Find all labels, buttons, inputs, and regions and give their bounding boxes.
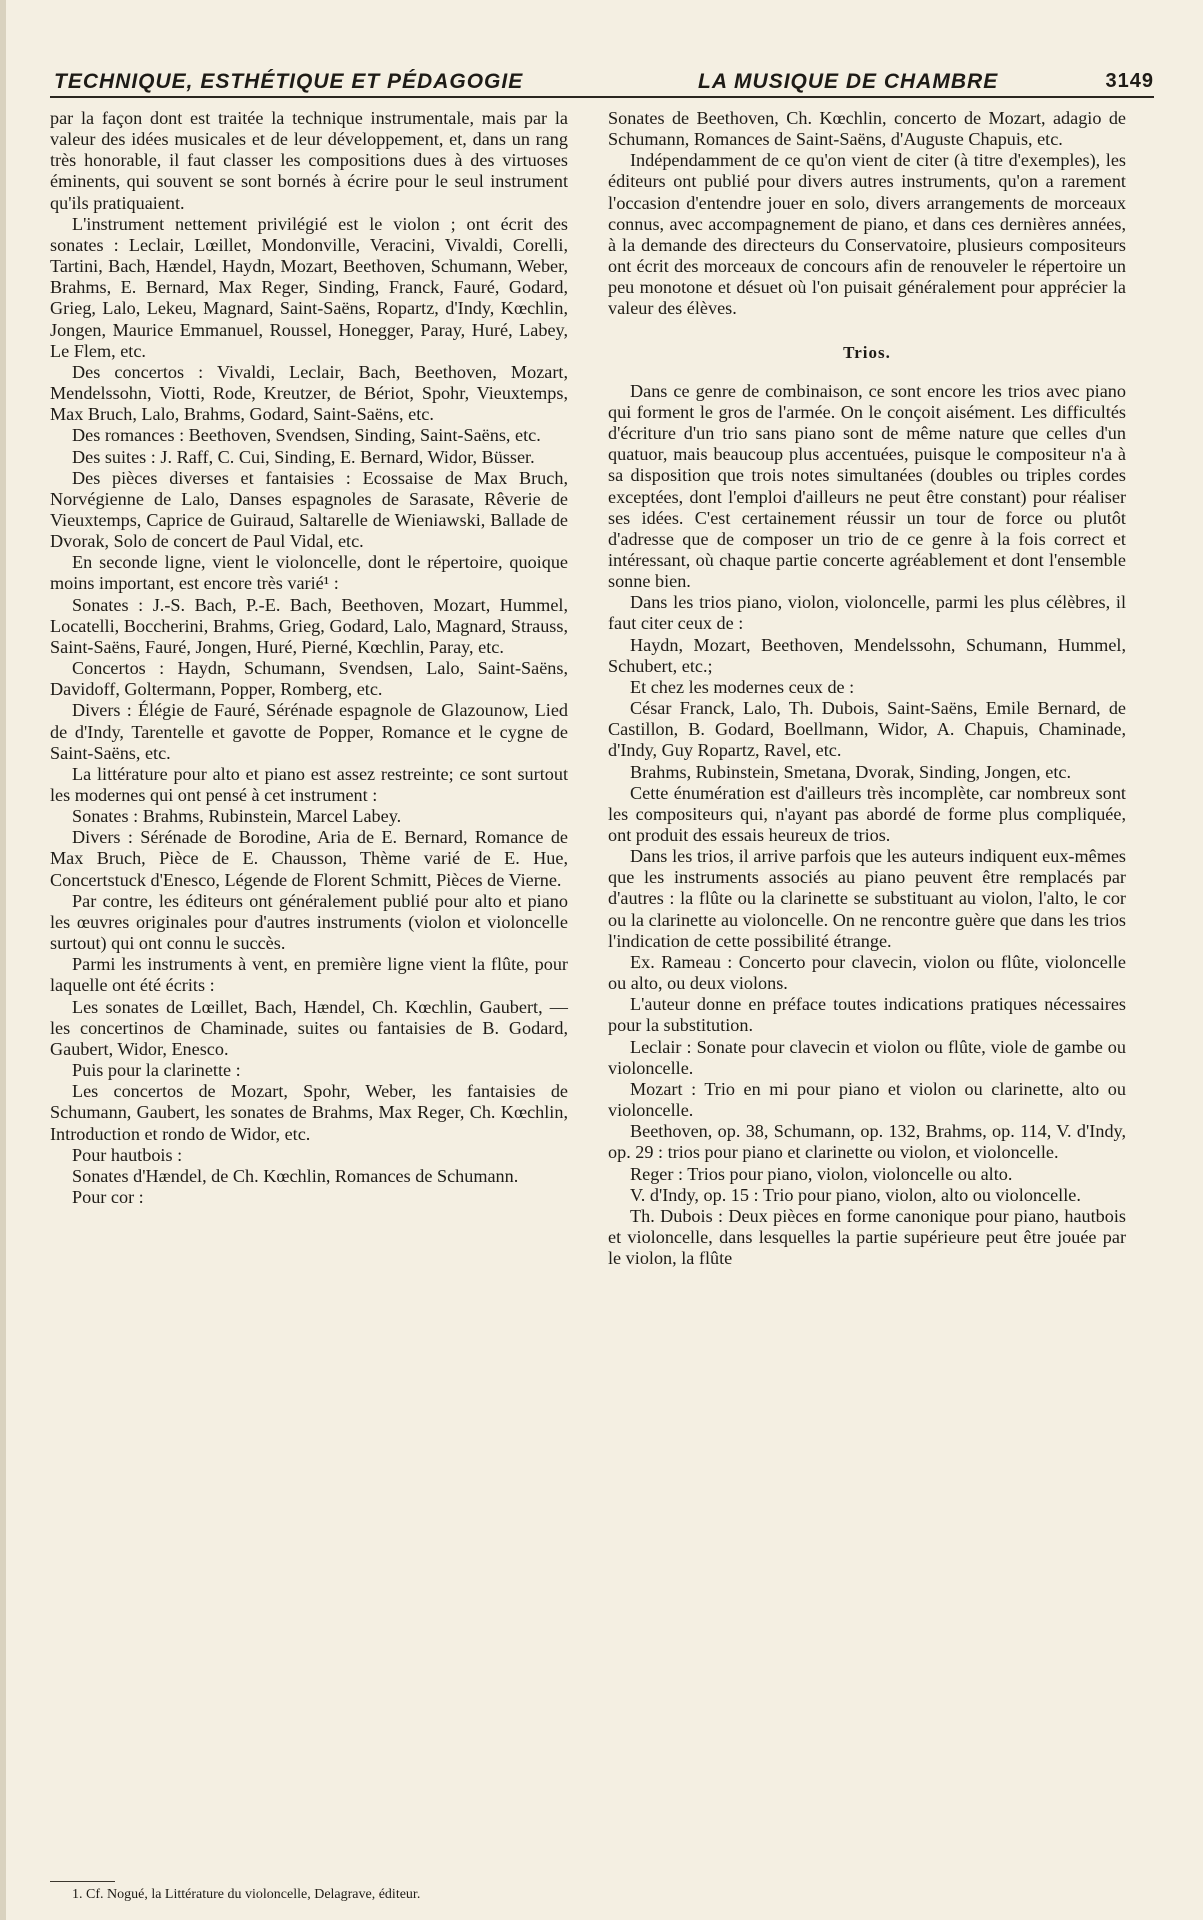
- paragraph: Des concertos : Vivaldi, Leclair, Bach, Beethoven, Mozart, Mendelssohn, Viotti, Rode, Kreutzer, de Bériot, Spohr, Vieuxtemps, Max Bruch, Lalo, Brahms, Godard, Saint-Saëns, etc.: [50, 361, 568, 425]
- paragraph: Sonates : J.-S. Bach, P.-E. Bach, Beethoven, Mozart, Hummel, Locatelli, Boccherini, Brahms, Grieg, Godard, Lalo, Magnard, Strauss, Saint-Saëns, Fauré, Jongen, Huré, Pierné, Kœchlin, Paray, etc.: [50, 594, 568, 657]
- paragraph: L'instrument nettement privilégié est le violon ; ont écrit des sonates : Leclair, Lœillet, Mondonville, Veracini, Vivaldi, Corelli, Tartini, Bach, Hændel, Haydn, Mozart, Beethoven, Schumann, Weber, Brahms, E. Bernard, Max Reger, Sinding, Franck, Fauré, Godard, Grieg, Lalo, Lekeu, Magnard, Saint-Saëns, Ropartz, d'Indy, Kœchlin, Jongen, Maurice Emmanuel, Roussel, Honegger, Paray, Huré, Labey, Le Flem, etc.: [50, 213, 568, 361]
- paragraph: L'auteur donne en préface toutes indications pratiques nécessaires pour la substitution.: [608, 994, 1126, 1036]
- paragraph: Parmi les instruments à vent, en première ligne vient la flûte, pour laquelle ont été écrits :: [50, 954, 568, 996]
- paragraph: Cette énumération est d'ailleurs très incomplète, car nombreux sont les compositeurs qui, n'ayant pas abordé de forme plus compliquée, ont produit des essais heureux de trios.: [608, 782, 1126, 845]
- right-column: [608, 108, 1126, 1269]
- paragraph: La littérature pour alto et piano est assez restreinte; ce sont surtout les modernes qui ont pensé à cet instrument :: [50, 763, 568, 805]
- paragraph: En seconde ligne, vient le violoncelle, dont le répertoire, quoique moins important, est encore très varié¹ :: [50, 552, 568, 594]
- paragraph: Sonates d'Hændel, de Ch. Kœchlin, Romances de Schumann.: [72, 1165, 519, 1186]
- header-left-title: TECHNIQUE, ESTHÉTIQUE ET PÉDAGOGIE: [54, 70, 524, 93]
- paragraph: par la façon dont est traitée la technique instrumentale, mais par la valeur des idées musicales et de leur développement, et, dans un rang très honorable, il faut classer les compositions dues à des virtuoses éminents, qui souvent se sont bornés à écrire pour le seul instrument qu'ils pratiquaient.: [50, 108, 568, 213]
- paragraph: Divers : Élégie de Fauré, Sérénade espagnole de Glazounow, Lied de d'Indy, Tarentelle et gavotte de Popper, Romance et le cygne de Saint-Saëns, etc.: [50, 700, 568, 763]
- paragraph: Des romances : Beethoven, Svendsen, Sinding, Saint-Saëns, etc.: [72, 425, 541, 446]
- paragraph: Par contre, les éditeurs ont généralement publié pour alto et piano les œuvres originales pour d'autres instruments (violon et violoncelle surtout) qui ont connu le succès.: [50, 890, 568, 954]
- paragraph: V. d'Indy, op. 15 : Trio pour piano, violon, alto ou violoncelle.: [630, 1184, 1081, 1205]
- paragraph: Puis pour la clarinette :: [72, 1060, 241, 1081]
- paragraph: Pour cor :: [72, 1186, 144, 1207]
- paragraph: Concertos : Haydn, Schumann, Svendsen, Lalo, Saint-Saëns, Davidoff, Goltermann, Popper, Romberg, etc.: [50, 658, 568, 700]
- page-number: 3149: [1105, 70, 1154, 92]
- section-title: Trios.: [843, 342, 891, 362]
- paragraph: Reger : Trios pour piano, violon, violoncelle ou alto.: [630, 1163, 1013, 1184]
- footnote: 1. Cf. Nogué, la Littérature du violoncelle, Delagrave, éditeur.: [72, 1887, 421, 1902]
- left-column: [50, 108, 568, 1208]
- paragraph: Les sonates de Lœillet, Bach, Hændel, Ch. Kœchlin, Gaubert, — les concertinos de Chaminade, suites ou fantaisies de B. Godard, Gaubert, Widor, Enesco.: [50, 996, 568, 1059]
- paragraph: Beethoven, op. 38, Schumann, op. 132, Brahms, op. 114, V. d'Indy, op. 29 : trios pour piano et clarinette ou violon, et violoncelle.: [608, 1121, 1126, 1163]
- paragraph: Mozart : Trio en mi pour piano et violon ou clarinette, alto ou violoncelle.: [608, 1078, 1126, 1121]
- header-right-title: LA MUSIQUE DE CHAMBRE: [698, 70, 999, 93]
- paragraph: Brahms, Rubinstein, Smetana, Dvorak, Sinding, Jongen, etc.: [630, 761, 1071, 782]
- paragraph: Haydn, Mozart, Beethoven, Mendelssohn, Schumann, Hummel, Schubert, etc.;: [608, 634, 1126, 676]
- paragraph: Des pièces diverses et fantaisies : Ecossaise de Max Bruch, Norvégienne de Lalo, Danses espagnoles de Sarasate, Rêverie de Vieuxtemps, Caprice de Guiraud, Saltarelle de Wieniawski, Ballade de Dvorak, Solo de concert de Paul Vidal, etc.: [50, 467, 568, 552]
- paragraph: Ex. Rameau : Concerto pour clavecin, violon ou flûte, violoncelle ou alto, ou deux violons.: [608, 951, 1126, 994]
- paragraph: Dans ce genre de combinaison, ce sont encore les trios avec piano qui forment le gros de l'armée. On le conçoit aisément. Les difficultés d'écriture d'un trio sans piano sont de même nature que celles d'un quatuor, mais beaucoup plus accentuées, puisque le compositeur n'a à sa disposition que trois notes simultanées (doubles ou triples cordes exceptées, dont l'emploi d'ailleurs ne peut être constant) pour réaliser ses idées. C'est certainement réussir un tour de force ou plutôt d'adresse que de composer un trio de ce genre à la fois correct et intéressant, où chaque partie concerte agréablement et dont l'ensemble sonne bien.: [608, 380, 1126, 592]
- paragraph: Sonates : Brahms, Rubinstein, Marcel Labey.: [72, 806, 402, 827]
- paragraph: Dans les trios, il arrive parfois que les auteurs indiquent eux-mêmes que les instruments associés au piano peuvent être remplacés par d'autres : la flûte ou la clarinette se substituant au violon, l'alto, le cor ou la clarinette au violoncelle. On ne rencontre guère que dans les trios l'indication de cette possibilité étrange.: [608, 846, 1126, 951]
- footnote-rule: [50, 1881, 115, 1882]
- paragraph: César Franck, Lalo, Th. Dubois, Saint-Saëns, Emile Bernard, de Castillon, B. Godard, Boellmann, Widor, A. Chapuis, Chaminade, d'Indy, Guy Ropartz, Ravel, etc.: [608, 698, 1126, 761]
- paragraph: Divers : Sérénade de Borodine, Aria de E. Bernard, Romance de Max Bruch, Pièce de E. Chausson, Thème varié de E. Hue, Concertstuck d'Enesco, Légende de Florent Schmitt, Pièces de Vierne.: [50, 827, 568, 890]
- paragraph: Indépendamment de ce qu'on vient de citer (à titre d'exemples), les éditeurs ont publié pour divers autres instruments, qu'on a rarement l'occasion d'entendre jouer en solo, divers arrangements de morceaux connus, avec accompagnement de piano, et dans ces dernières années, à la demande des directeurs du Conservatoire, plusieurs compositeurs ont écrit des morceaux de concours afin de renouveler le répertoire un peu monotone et désuet où l'on puisait généralement pour apprécier la valeur des élèves.: [608, 150, 1126, 319]
- running-header: [50, 66, 1154, 98]
- paragraph: Leclair : Sonate pour clavecin et violon ou flûte, viole de gambe ou violoncelle.: [608, 1036, 1126, 1078]
- paragraph: Des suites : J. Raff, C. Cui, Sinding, E. Bernard, Widor, Büsser.: [72, 446, 535, 467]
- paragraph: Dans les trios piano, violon, violoncelle, parmi les plus célèbres, il faut citer ceux de :: [608, 592, 1126, 634]
- paragraph: Th. Dubois : Deux pièces en forme canonique pour piano, hautbois et violoncelle, dans lesquelles la partie supérieure peut être jouée par le violon, la flûte: [608, 1205, 1126, 1269]
- paragraph: Et chez les modernes ceux de :: [630, 676, 855, 697]
- paragraph: Les concertos de Mozart, Spohr, Weber, les fantaisies de Schumann, Gaubert, les sonates de Brahms, Max Reger, Ch. Kœchlin, Introduction et rondo de Widor, etc.: [50, 1081, 568, 1144]
- paragraph: Pour hautbois :: [72, 1144, 183, 1165]
- page-edge: [0, 0, 6, 1920]
- paragraph: Sonates de Beethoven, Ch. Kœchlin, concerto de Mozart, adagio de Schumann, Romances de Saint-Saëns, d'Auguste Chapuis, etc.: [608, 108, 1126, 150]
